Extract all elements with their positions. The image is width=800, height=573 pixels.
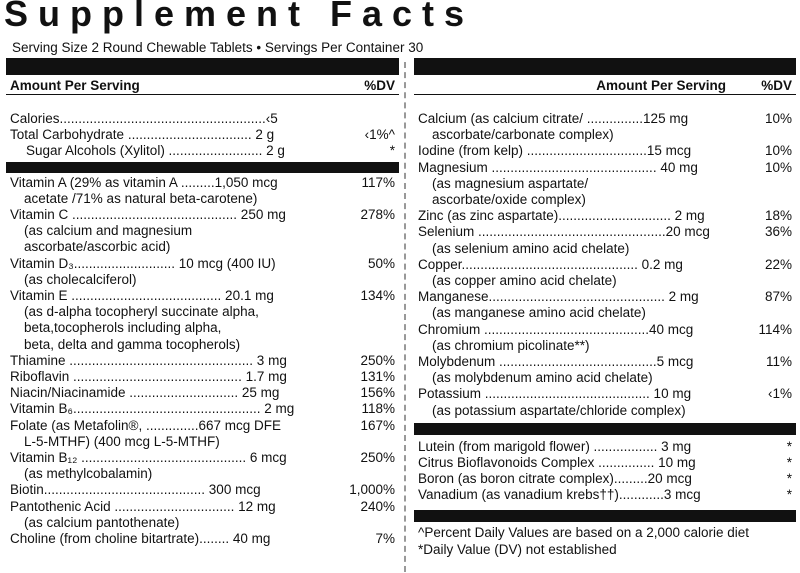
nutrient-detail-row — [414, 241, 796, 257]
nutrient-label: Vitamin A (29% as vitamin A .........1,050 mcg — [10, 174, 278, 190]
nutrient-entry — [6, 369, 399, 385]
dv-label: %DV — [364, 78, 395, 93]
nutrient-entry — [6, 385, 399, 401]
nutrient-row — [6, 111, 399, 127]
nutrient-detail: L-5-MTHF) (400 mcg L-5-MTHF) — [24, 433, 220, 449]
nutrient-dv: 10% — [764, 111, 792, 126]
nutrient-detail: (as manganese amino acid chelate) — [432, 305, 646, 321]
nutrient-detail: (as calcium pantothenate) — [24, 514, 180, 530]
nutrient-label: Riboflavin ............................................. 1.7 mg — [10, 369, 287, 385]
nutrient-detail: acetate /71% as natural beta-carotene) — [24, 190, 258, 206]
nutrient-row — [414, 471, 796, 487]
nutrient-row — [6, 401, 399, 417]
nutrient-row — [6, 418, 399, 434]
nutrient-label: Vitamin D₃........................... 10 mcg (400 IU) — [10, 255, 276, 271]
right-group-minerals — [414, 111, 796, 419]
nutrient-detail-row — [6, 515, 399, 531]
nutrient-label: Pantothenic Acid ................................ 12 mg — [10, 498, 276, 514]
nutrient-detail-row — [414, 403, 796, 419]
amount-per-serving-label: Amount Per Serving — [596, 78, 726, 93]
page-title: Supplement Facts — [4, 0, 475, 34]
nutrient-label: Selenium ..................................................20 mcg — [418, 224, 710, 240]
nutrient-detail: ascorbate/carbonate complex) — [432, 127, 614, 143]
nutrient-label: Vitamin B₆.................................................. 2 mg — [10, 401, 295, 417]
nutrient-row — [414, 224, 796, 240]
left-column — [6, 58, 399, 547]
nutrient-detail-row — [414, 338, 796, 354]
nutrient-row — [414, 487, 796, 503]
nutrient-detail-row — [414, 192, 796, 208]
nutrient-label: Vitamin C ............................................ 250 mg — [10, 207, 286, 223]
right-table-header — [414, 75, 796, 95]
nutrient-detail: (as copper amino acid chelate) — [432, 273, 617, 289]
nutrient-dv: * — [786, 487, 792, 503]
nutrient-detail: ascorbate/oxide complex) — [432, 192, 586, 208]
nutrient-label: Sugar Alcohols (Xylitol) ......................... 2 g — [26, 143, 285, 159]
footnote: *Daily Value (DV) not established — [418, 541, 617, 557]
nutrient-detail: (as methylcobalamin) — [24, 466, 153, 482]
nutrient-detail: (as selenium amino acid chelate) — [432, 240, 630, 256]
nutrient-row — [6, 175, 399, 191]
nutrient-row — [6, 256, 399, 272]
nutrient-entry — [6, 418, 399, 450]
nutrient-dv: 118% — [361, 401, 395, 417]
nutrient-entry — [414, 289, 796, 321]
nutrient-entry — [414, 111, 796, 143]
nutrient-dv: 18% — [764, 208, 792, 224]
nutrient-detail-row — [6, 434, 399, 450]
nutrient-entry — [6, 450, 399, 482]
nutrient-dv: 131% — [360, 369, 395, 385]
nutrient-dv: 278% — [360, 207, 395, 223]
nutrient-detail-row — [414, 176, 796, 192]
nutrient-dv: 10% — [764, 143, 792, 159]
nutrient-label: Copper............................................... 0.2 mg — [418, 256, 683, 272]
nutrient-label: Potassium ............................................ 10 mg — [418, 386, 692, 402]
nutrient-row — [6, 385, 399, 401]
nutrient-entry — [414, 257, 796, 289]
nutrient-dv: ‹1%^ — [364, 127, 395, 143]
left-table-header — [6, 75, 399, 95]
nutrient-detail: (as magnesium aspartate/ — [432, 175, 589, 191]
nutrient-entry — [6, 175, 399, 207]
nutrient-entry — [6, 401, 399, 417]
left-group-vitamins — [6, 175, 399, 548]
nutrient-dv: 250% — [360, 450, 395, 466]
nutrient-entry — [6, 353, 399, 369]
nutrient-dv: 7% — [375, 531, 395, 547]
nutrient-label: Boron (as boron citrate complex).........20 mcg — [418, 471, 692, 487]
nutrient-entry — [6, 288, 399, 353]
nutrient-dv: 250% — [360, 352, 395, 368]
nutrient-detail-row — [6, 304, 399, 320]
section-bar — [6, 162, 399, 173]
nutrient-entry — [414, 143, 796, 159]
nutrient-dv: 117% — [361, 174, 395, 190]
nutrient-row — [6, 450, 399, 466]
nutrient-dv: 50% — [367, 255, 395, 271]
nutrient-detail-row — [414, 305, 796, 321]
nutrient-dv: * — [786, 438, 792, 454]
nutrient-row — [414, 111, 796, 127]
nutrient-label: Magnesium ............................................ 40 mg — [418, 159, 698, 175]
left-group-macros — [6, 111, 399, 160]
footnote: ^Percent Daily Values are based on a 2,000 calorie diet — [418, 524, 750, 540]
nutrient-label: Calories.......................................................‹5 — [10, 111, 278, 126]
nutrient-label: Thiamine ................................................. 3 mg — [10, 352, 287, 368]
nutrient-row — [6, 207, 399, 223]
nutrient-row — [414, 160, 796, 176]
nutrient-entry — [414, 208, 796, 224]
nutrient-dv: 1,000% — [349, 482, 395, 498]
nutrient-row — [414, 289, 796, 305]
nutrient-detail: (as molybdenum amino acid chelate) — [432, 370, 653, 386]
nutrient-label: Citrus Bioflavonoids Complex ............... 10 mg — [418, 455, 696, 471]
nutrient-entry — [6, 256, 399, 288]
footnotes — [414, 524, 796, 558]
amount-per-serving-label: Amount Per Serving — [10, 78, 140, 93]
nutrient-row — [414, 322, 796, 338]
nutrient-dv: 36% — [764, 224, 792, 240]
section-bar — [414, 423, 796, 435]
serving-info: Serving Size 2 Round Chewable Tablets • Servings Per Container 30 — [12, 40, 424, 55]
nutrient-detail-row — [6, 191, 399, 207]
nutrient-entry — [414, 386, 796, 418]
nutrient-row — [6, 482, 399, 498]
nutrient-entry — [6, 531, 399, 547]
nutrient-dv: 156% — [360, 385, 395, 401]
nutrient-detail-row — [6, 239, 399, 255]
nutrient-label: Vitamin B₁₂ ............................................ 6 mcg — [10, 450, 287, 466]
nutrient-detail: beta, delta and gamma tocopherols) — [24, 336, 241, 352]
nutrient-label: Lutein (from marigold flower) ................. 3 mg — [418, 438, 692, 454]
nutrient-row — [6, 353, 399, 369]
nutrient-label: Molybdenum ..........................................5 mcg — [418, 354, 694, 370]
nutrient-detail-row — [6, 320, 399, 336]
nutrient-row — [6, 499, 399, 515]
nutrient-row — [6, 127, 399, 143]
nutrient-dv: 22% — [764, 256, 792, 272]
nutrient-dv: * — [786, 455, 792, 471]
nutrient-row — [6, 369, 399, 385]
nutrient-entry — [6, 482, 399, 498]
nutrient-entry — [6, 499, 399, 531]
nutrient-detail-row — [6, 466, 399, 482]
nutrient-entry — [414, 322, 796, 354]
nutrient-row — [6, 531, 399, 547]
nutrient-label: Vanadium (as vanadium krebs††)............3 mcg — [418, 487, 701, 503]
nutrient-dv: * — [786, 471, 792, 487]
nutrient-detail-row — [6, 223, 399, 239]
right-group-other — [414, 439, 796, 504]
nutrient-row — [6, 288, 399, 304]
nutrient-dv: 240% — [360, 498, 395, 514]
nutrient-detail-row — [414, 273, 796, 289]
nutrient-dv: 10% — [764, 159, 792, 175]
nutrient-detail: (as calcium and magnesium — [24, 223, 193, 239]
nutrient-detail-row — [414, 127, 796, 143]
nutrient-detail: (as potassium aspartate/chloride complex) — [432, 402, 686, 418]
nutrient-detail-row — [6, 337, 399, 353]
nutrient-entry — [414, 354, 796, 386]
nutrient-dv: 87% — [764, 289, 792, 305]
right-column — [414, 58, 796, 558]
nutrient-dv: ‹1% — [767, 386, 792, 402]
nutrient-row — [414, 208, 796, 224]
nutrient-label: Calcium (as calcium citrate/ ...............125 mg — [418, 111, 689, 126]
nutrient-label: Iodine (from kelp) ................................15 mcg — [418, 143, 692, 159]
nutrient-row — [414, 386, 796, 402]
header-bar — [6, 58, 399, 75]
nutrient-detail-row — [414, 370, 796, 386]
dv-label: %DV — [761, 78, 792, 93]
nutrient-detail: ascorbate/ascorbic acid) — [24, 239, 171, 255]
nutrient-entry — [414, 224, 796, 256]
nutrient-label: Zinc (as zinc aspartate).............................. 2 mg — [418, 208, 705, 224]
nutrient-label: Chromium ............................................40 mcg — [418, 321, 694, 337]
nutrient-dv: 134% — [360, 288, 395, 304]
nutrient-label: Total Carbohydrate ................................. 2 g — [10, 127, 275, 143]
nutrient-dv: 11% — [765, 354, 792, 370]
nutrient-entry — [6, 207, 399, 256]
nutrient-row — [414, 439, 796, 455]
nutrient-label: Biotin........................................... 300 mcg — [10, 482, 261, 498]
nutrient-detail: (as chromium picolinate**) — [432, 337, 590, 353]
nutrient-entry — [414, 160, 796, 209]
nutrient-dv: 114% — [758, 321, 792, 337]
nutrient-row — [414, 455, 796, 471]
nutrient-row — [414, 143, 796, 159]
nutrient-detail: (as d-alpha tocopheryl succinate alpha, — [24, 304, 259, 320]
nutrient-dv: * — [389, 143, 395, 159]
section-bar — [414, 510, 796, 522]
column-divider — [404, 62, 406, 572]
nutrient-label: Choline (from choline bitartrate)........ 40 mg — [10, 531, 271, 547]
nutrient-label: Folate (as Metafolin®, ..............667 mcg DFE — [10, 417, 282, 433]
nutrient-label: Vitamin E ........................................ 20.1 mg — [10, 288, 274, 304]
nutrient-dv: 167% — [360, 417, 395, 433]
nutrient-detail: (as cholecalciferol) — [24, 271, 137, 287]
nutrient-label: Manganese............................................... 2 mg — [418, 289, 699, 305]
nutrient-row — [414, 257, 796, 273]
nutrient-row — [6, 143, 399, 159]
nutrient-label: Niacin/Niacinamide ............................. 25 mg — [10, 385, 280, 401]
nutrient-row — [414, 354, 796, 370]
header-bar — [414, 58, 796, 75]
nutrient-detail-row — [6, 272, 399, 288]
nutrient-detail: beta,tocopherols including alpha, — [24, 320, 222, 336]
